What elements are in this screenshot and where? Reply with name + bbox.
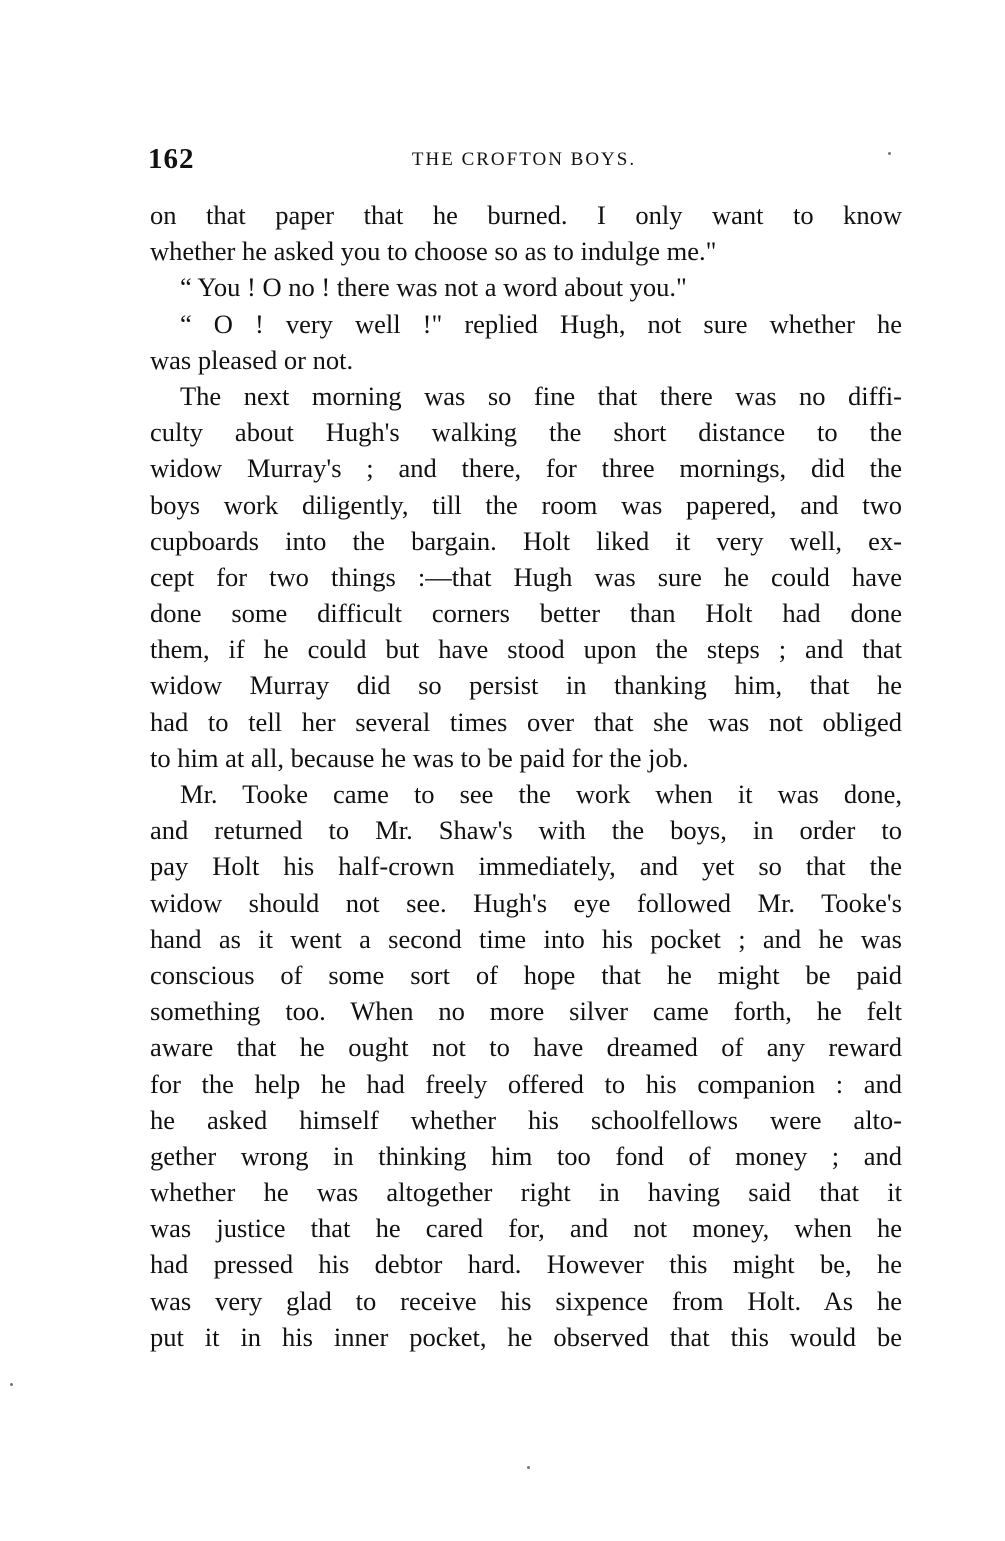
text-line: and returned to Mr. Shaw's with the boys, in order to [150,815,902,846]
text-line: “ O ! very well !" replied Hugh, not sure whether he [180,308,902,339]
running-head: THE CROFTON BOYS. [411,149,637,170]
print-speck [527,1466,530,1469]
text-line: widow should not see. Hugh's eye followed Mr. Tooke's [150,887,902,918]
text-line: culty about Hugh's walking the short distance to the [150,417,902,448]
text-line: cupboards into the bargain. Holt liked it very well, ex- [150,525,902,556]
text-line: Mr. Tooke came to see the work when it was done, [180,779,902,809]
page-number: 162 [148,143,195,175]
text-line: was justice that he cared for, and not money, when he [150,1213,902,1244]
text-line: gether wrong in thinking him too fond of money ; and [150,1140,902,1171]
text-line: widow Murray did so persist in thanking him, that he [150,670,902,701]
text-line: had pressed his debtor hard. However this might be, he [150,1249,902,1280]
text-line: pay Holt his half-crown immediately, and yet so that the [150,851,902,882]
text-line: to him at all, because he was to be paid for the job. [150,742,689,773]
text-line: whether he was altogether right in having said that it [150,1177,902,1208]
text-line: them, if he could but have stood upon the steps ; and that [150,634,902,665]
text-line: “ You ! O no ! there was not a word about you." [180,272,687,303]
text-line: The next morning was so fine that there was no diffi- [180,380,902,411]
text-line: on that paper that he burned. I only want to know [150,200,902,230]
text-line: conscious of some sort of hope that he might be paid [150,959,902,990]
text-line: had to tell her several times over that she was not obliged [150,706,902,737]
text-line: for the help he had freely offered to his companion : and [150,1068,902,1099]
text-line: he asked himself whether his schoolfellows were alto- [150,1104,902,1135]
text-line: put it in his inner pocket, he observed that this would be [150,1321,902,1352]
text-line: cept for two things :—that Hugh was sure he could have [150,561,902,592]
text-line: done some difficult corners better than Holt had done [150,598,902,629]
text-line: was very glad to receive his sixpence from Holt. As he [150,1285,902,1316]
text-line: widow Murray's ; and there, for three mornings, did the [150,453,902,484]
text-line: whether he asked you to choose so as to indulge me." [150,236,717,267]
page-header [148,143,900,177]
text-line: hand as it went a second time into his pocket ; and he was [150,923,902,954]
text-line: boys work diligently, till the room was papered, and two [150,489,902,520]
body-text [150,197,902,1355]
text-line: something too. When no more silver came forth, he felt [150,996,902,1027]
print-speck [10,1383,13,1386]
text-line: aware that he ought not to have dreamed of any reward [150,1032,902,1063]
text-line: was pleased or not. [150,344,354,375]
print-speck [888,152,891,155]
